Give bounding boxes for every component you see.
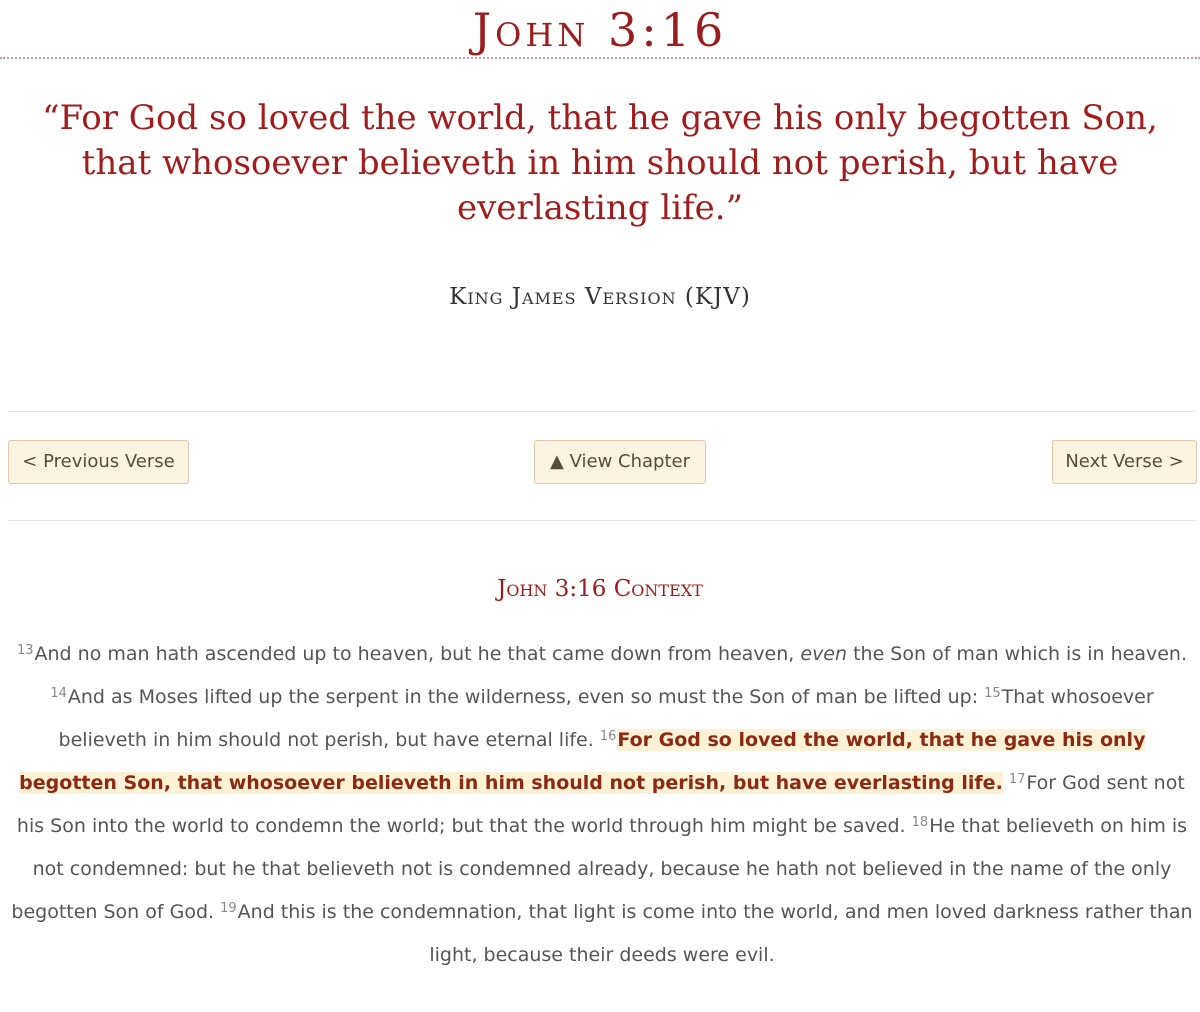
verse-text: the Son of man which is in heaven. — [847, 643, 1188, 665]
verse-number: 15 — [984, 686, 1001, 701]
verse-number: 14 — [50, 686, 67, 701]
verse-text: He that believeth on him is not condemned: but he that believeth not is condemned already, because he hath not believed in the name of the only begotten Son of God. — [11, 815, 1188, 923]
verse-text: And as Moses lifted up the serpent in the wilderness, even so must the Son of man be lifted up: — [67, 686, 979, 708]
next-verse-button[interactable]: Next Verse > — [1052, 440, 1197, 484]
verse-text: That whosoever believeth in him should not perish, but have eternal life. — [58, 686, 1154, 751]
context-heading: John 3:16 Context — [497, 576, 703, 602]
context-passage — [8, 633, 1196, 977]
highlighted-verse-text: For God so loved the world, that he gave his only begotten Son, that whosoever believeth in him should not perish, but have everlasting life. — [19, 729, 1146, 794]
verse-number: 19 — [220, 901, 237, 916]
verse-number: 18 — [911, 815, 929, 830]
version-label: King James Version (KJV) — [449, 284, 751, 310]
previous-verse-button[interactable]: < Previous Verse — [8, 440, 189, 484]
nav-bottom-divider — [8, 520, 1196, 521]
verse-italic-word: even — [800, 643, 848, 665]
page-title: John 3:16 — [472, 3, 728, 57]
verse-number: 17 — [1008, 772, 1026, 787]
verse-number: 13 — [16, 643, 34, 658]
verse-text: For God sent not his Son into the world to condemn the world; but that the world through him might be saved. — [16, 772, 1185, 837]
verse-quote: “For God so loved the world, that he gave his only begotten Son, that whosoever believeth in him should not perish, but have everlasting life.” — [42, 98, 1158, 228]
title-divider — [0, 57, 1200, 59]
verse-number: 16 — [599, 729, 617, 744]
verse-text: And no man hath ascended up to heaven, but he that came down from heaven, — [34, 643, 801, 665]
view-chapter-button[interactable]: ▲ View Chapter — [534, 440, 706, 484]
nav-top-divider — [8, 411, 1196, 412]
verse-text: And this is the condemnation, that light is come into the world, and men loved darkness rather than light, because their deeds were evil. — [237, 901, 1193, 966]
